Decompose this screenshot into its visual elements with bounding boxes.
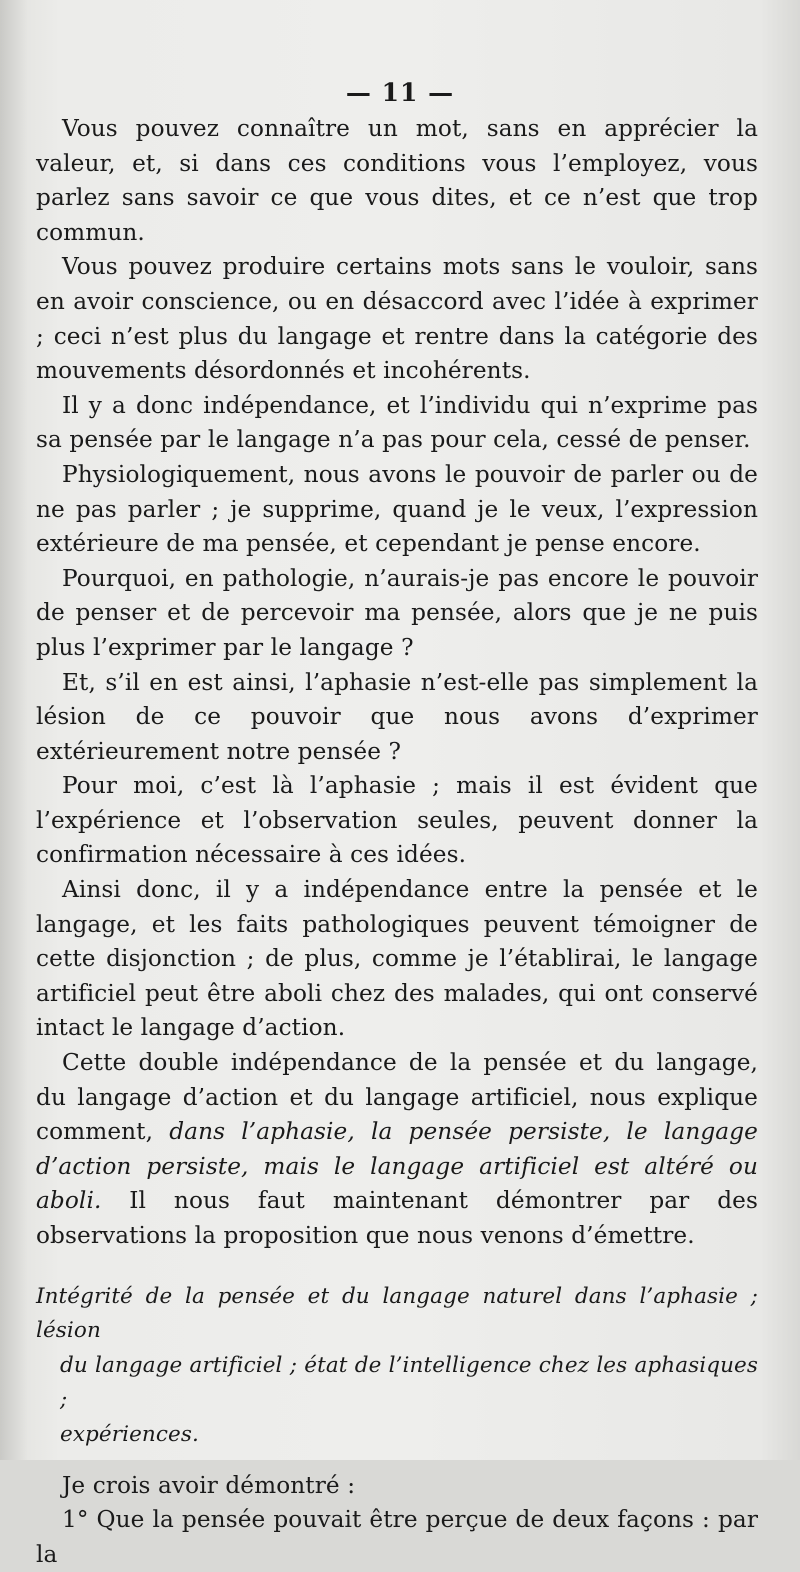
paragraph-with-emphasis	[36, 1046, 758, 1254]
section-heading-line: du langage artificiel ; état de l’intelligence chez les aphasiques ;	[60, 1352, 758, 1413]
body-text	[36, 112, 758, 1572]
paragraph: Ainsi donc, il y a indépendance entre la pensée et le langage, et les faits pathologiques peuvent témoigner de cette disjonction ; de plus, comme je l’établirai, le langage artificiel peut être aboli chez des malades, qui ont conservé intact le langage d’action.	[36, 876, 758, 1042]
paragraph: Et, s’il en est ainsi, l’aphasie n’est-elle pas simplement la lésion de ce pouvoir que nous avons d’exprimer extérieurement notre pensée ?	[36, 668, 758, 765]
paragraph: Physiologiquement, nous avons le pouvoir de parler ou de ne pas parler ; je supprime, quand je le veux, l’expression extérieure de ma pensée, et cependant je pense encore.	[36, 460, 758, 558]
paragraph: Vous pouvez connaître un mot, sans en apprécier la valeur, et, si dans ces conditions vous l’employez, vous parlez sans savoir ce que vous dites, et ce n’est que trop commun.	[36, 115, 758, 246]
paragraph-text: Il nous faut maintenant démontrer par des observations la proposition que nous venons d’émettre.	[36, 1187, 758, 1249]
section-heading-line: expériences.	[60, 1421, 199, 1447]
paragraph: Pourquoi, en pathologie, n’aurais-je pas encore le pouvoir de penser et de percevoir ma pensée, alors que je ne puis plus l’exprimer par le langage ?	[36, 564, 758, 661]
section-heading	[36, 1280, 758, 1453]
section-heading-line: Intégrité de la pensée et du langage naturel dans l’aphasie ; lésion	[36, 1283, 758, 1344]
paragraph: Je crois avoir démontré :	[62, 1471, 356, 1499]
page-number: — 11 —	[345, 78, 455, 107]
paragraph: 1° Que la pensée pouvait être perçue de deux façons : par la	[36, 1506, 758, 1568]
paragraph: Vous pouvez produire certains mots sans le vouloir, sans en avoir conscience, ou en désaccord avec l’idée à exprimer ; ceci n’est plus du langage et rentre dans la catégorie des mouvements désordonnés et incohérents.	[36, 253, 758, 385]
paragraph: Pour moi, c’est là l’aphasie ; mais il est évident que l’expérience et l’observation seules, peuvent donner la confirmation nécessaire à ces idées.	[36, 772, 758, 869]
emphasized-text: dans l’aphasie, la pensée persiste, le langage d’action persiste, mais le langage artificiel est altéré ou aboli.	[36, 1118, 758, 1215]
paragraph-text: Cette double indépendance de la pensée et du langage, du langage d’action et du langage artificiel, nous explique comment,	[36, 1049, 758, 1146]
paragraph: Il y a donc indépendance, et l’individu qui n’exprime pas sa pensée par le langage n’a pas pour cela, cessé de penser.	[36, 391, 758, 454]
